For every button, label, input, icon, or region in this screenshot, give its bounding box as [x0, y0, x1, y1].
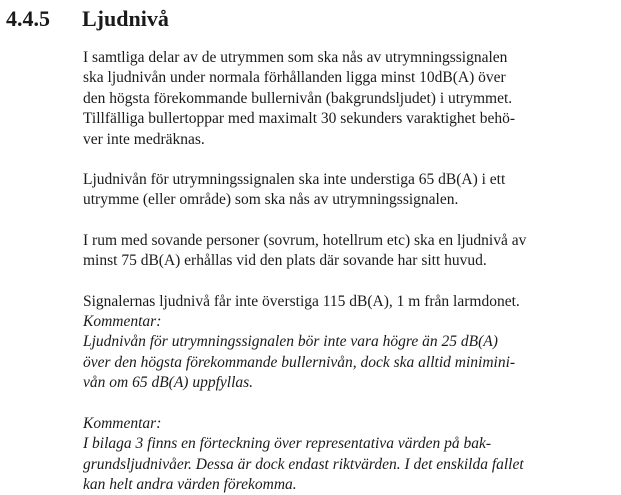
paragraph-maximum-level: [83, 292, 584, 394]
text-line: Ljudnivån för utrymningssignalen ska inte understiga 65 dB(A) i ett: [83, 171, 506, 189]
section-body: [83, 48, 584, 495]
section-heading: [6, 5, 169, 33]
comment-label: Kommentar:: [83, 414, 162, 432]
paragraph-minimum-level: [83, 170, 584, 211]
comment-label: Kommentar:: [83, 313, 162, 331]
text-line: den högsta förekommande bullernivån (bakgrundsljudet) i utrymmet.: [83, 89, 513, 107]
comment-line: över den högsta förekommande bullernivån, dock ska alltid minimini-: [83, 353, 516, 371]
text-line: ska ljudnivån under normala förhållanden ligga minst 10dB(A) över: [83, 69, 506, 87]
comment-line: Ljudnivån för utrymningssignalen bör inte vara högre än 25 dB(A): [83, 333, 498, 351]
paragraph-background-comment: [83, 414, 584, 495]
comment-line: I bilaga 3 finns en förteckning över representativa värden på bak-: [83, 435, 492, 453]
paragraph-sleeping-rooms: [83, 231, 584, 272]
comment-line: vån om 65 dB(A) uppfyllas.: [83, 374, 254, 392]
comment-line: kan helt andra värden förekomma.: [83, 475, 297, 493]
section-number: 4.4.5: [6, 6, 50, 31]
text-line: Tillfälliga bullertoppar med maximalt 30 sekunders varaktighet behö-: [83, 110, 516, 128]
text-line: I samtliga delar av de utrymmen som ska nås av utrymningssignalen: [83, 49, 508, 66]
text-line: utrymme (eller område) som ska nås av utrymningssignalen.: [83, 191, 459, 209]
paragraph-sound-level-requirement: [83, 48, 584, 150]
text-line: I rum med sovande personer (sovrum, hotellrum etc) ska en ljudnivå av: [83, 231, 527, 249]
text-line: Signalernas ljudnivå får inte överstiga 115 dB(A), 1 m från larmdonet.: [83, 292, 520, 310]
text-line: minst 75 dB(A) erhållas vid den plats där sovande har sitt huvud.: [83, 252, 487, 270]
text-line: ver inte medräknas.: [83, 130, 205, 148]
comment-line: grundsljudnivåer. Dessa är dock endast riktvärden. I det enskilda fallet: [83, 455, 524, 473]
section-title: Ljudnivå: [82, 6, 169, 31]
